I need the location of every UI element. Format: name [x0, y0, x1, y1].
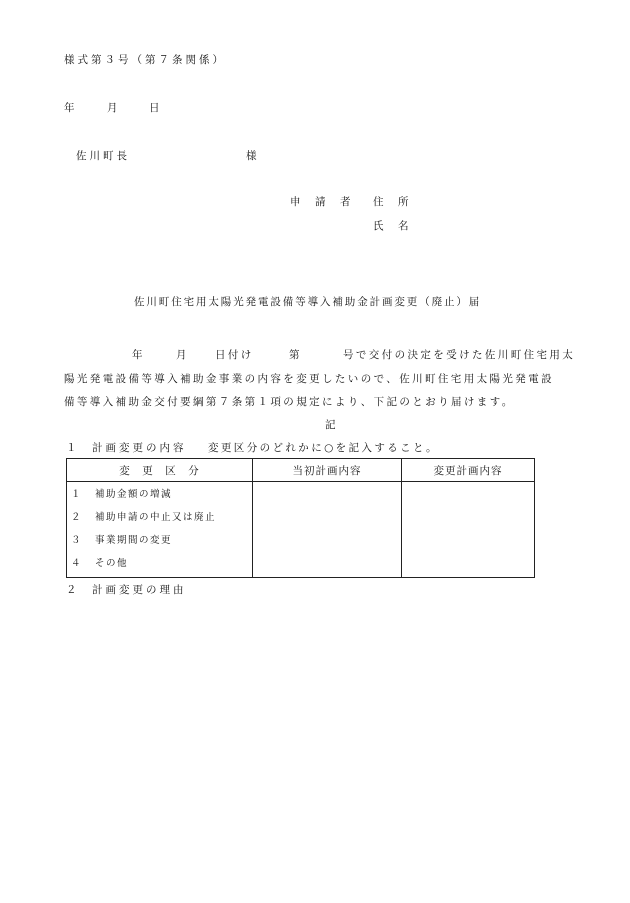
original-plan-cell[interactable] [253, 482, 402, 578]
applicant-label: 申 請 者 [290, 196, 353, 208]
date-month-label: 月 [107, 102, 118, 114]
category-item-label: その他 [95, 558, 129, 569]
change-table [66, 458, 535, 578]
body-line1-rest: 号で交付の決定を受けた佐川町住宅用太 [343, 349, 576, 361]
section2-title: 計画変更の理由 [92, 584, 187, 596]
header-changed-plan: 変更計画内容 [402, 459, 535, 482]
document-title: 佐川町住宅用太陽光発電設備等導入補助金計画変更（廃止）届 [134, 296, 482, 308]
category-item[interactable] [67, 529, 252, 552]
category-item-number: ３ [71, 535, 83, 546]
header-original-plan: 当初計画内容 [253, 459, 402, 482]
category-item-label: 補助申請の中止又は廃止 [95, 512, 217, 523]
body-line2: 陽光発電設備等導入補助金事業の内容を変更したいので、佐川町住宅用太陽光発電設 [64, 373, 554, 385]
category-item[interactable] [67, 483, 252, 506]
addressee-name: 佐川町長 [76, 150, 130, 162]
table-body-row [67, 482, 535, 578]
changed-plan-cell[interactable] [402, 482, 535, 578]
category-item-label: 補助金額の増減 [95, 489, 173, 500]
table-header-row [67, 459, 535, 482]
body-number-label: 第 [289, 349, 300, 361]
section1-number: １ [66, 442, 77, 454]
category-item[interactable] [67, 506, 252, 529]
body-date-year: 年 [132, 349, 143, 361]
body-date-day: 日付け [215, 349, 254, 361]
date-day-label: 日 [149, 102, 160, 114]
category-item-number: ４ [71, 558, 83, 569]
applicant-address-label: 住 所 [373, 196, 411, 208]
section1-instruction: 変更区分のどれかに○を記入すること。 [208, 442, 439, 454]
body-date-month: 月 [176, 349, 187, 361]
applicant-name-label: 氏 名 [373, 220, 411, 232]
form-number: 様式第３号（第７条関係） [64, 54, 226, 66]
category-item-number: １ [71, 489, 83, 500]
date-year-label: 年 [64, 102, 75, 114]
header-change-category: 変 更 区 分 [67, 459, 253, 482]
category-item[interactable] [67, 552, 252, 575]
change-category-cell[interactable] [67, 482, 253, 578]
ki-heading: 記 [325, 419, 336, 431]
section1-title: 計画変更の内容 [92, 442, 187, 454]
category-item-number: ２ [71, 512, 83, 523]
section2-number: ２ [66, 584, 77, 596]
body-line3: 備等導入補助金交付要綱第７条第１項の規定により、下記のとおり届けます。 [64, 396, 515, 408]
addressee-honorific: 様 [246, 150, 257, 162]
category-item-label: 事業期間の変更 [95, 535, 173, 546]
